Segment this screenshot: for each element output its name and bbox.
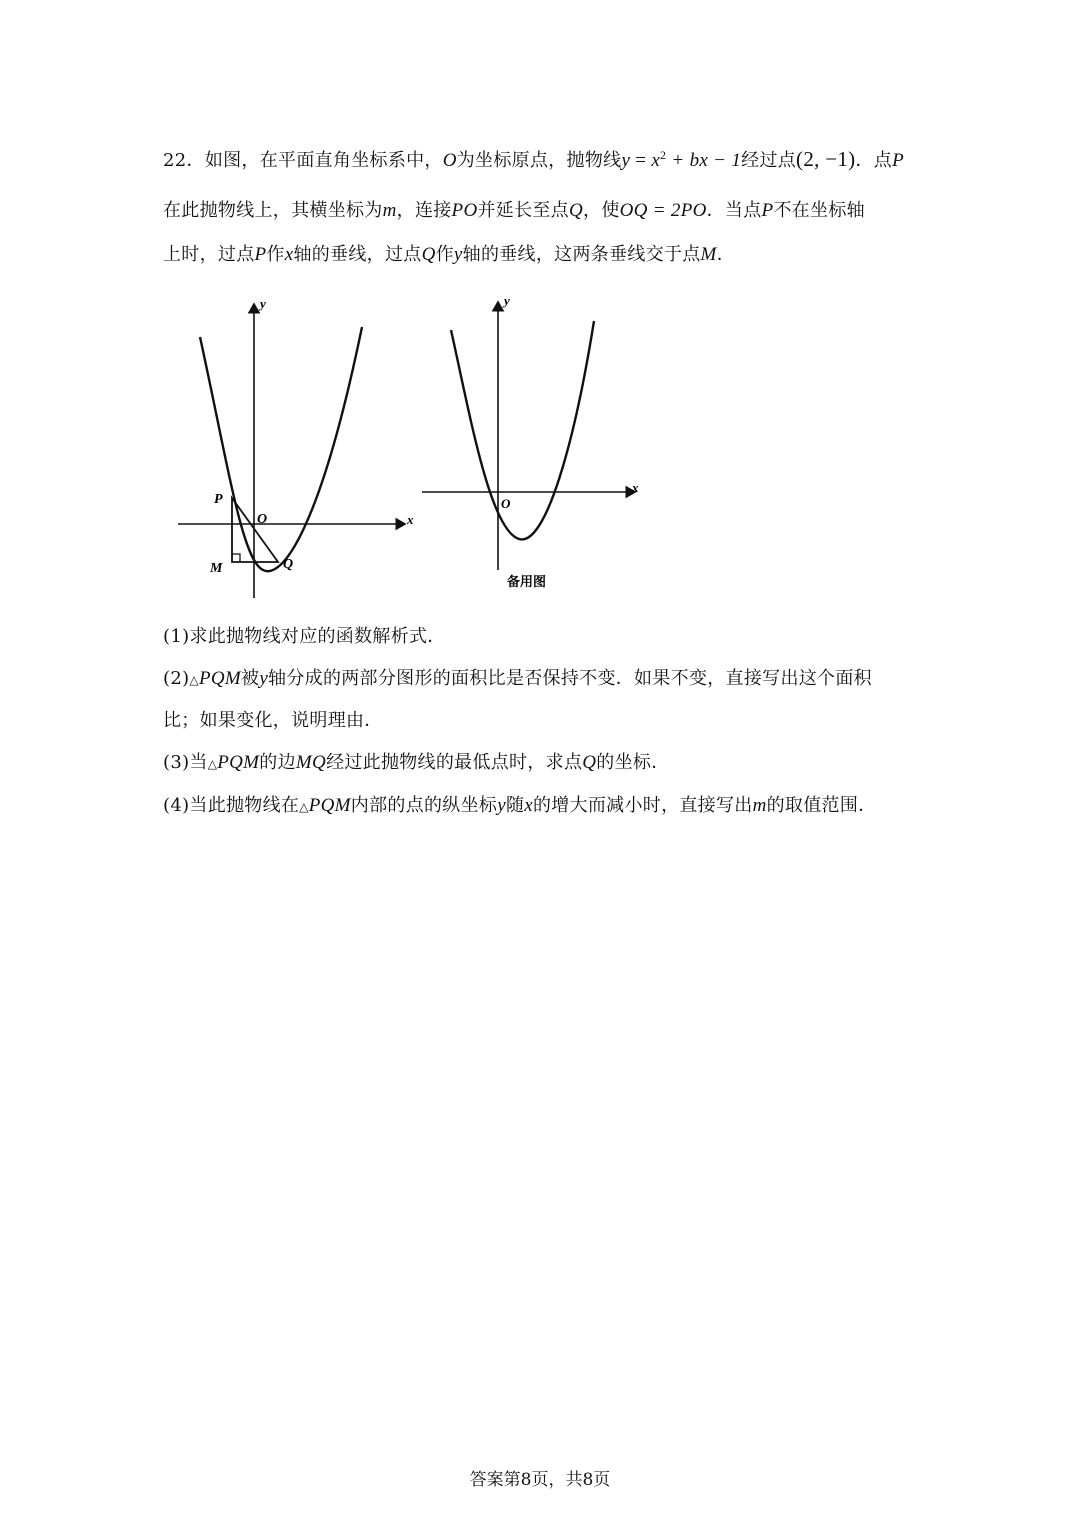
main-figure	[178, 296, 414, 598]
parabola-curve	[200, 327, 362, 571]
problem-line-3: 上时，过点P作x轴的垂线，过点Q作y轴的垂线，这两条垂线交于点M．	[163, 244, 735, 265]
spare-parabola-curve	[451, 321, 594, 539]
problem-line-1: 22．如图，在平面直角坐标系中，O为坐标原点，抛物线$y = x^2$ + bx − 1经过点(2, −1)．点P	[163, 147, 904, 171]
question-3: (3)当△PQM的边MQ经过此抛物线的最低点时，求点Q的坐标．	[163, 752, 670, 773]
spare-figure	[422, 293, 639, 589]
triangle-pqm	[232, 498, 278, 562]
spare-label-x: x	[632, 480, 639, 495]
problem-line-2: 在此抛物线上，其横坐标为m，连接PO并延长至点Q，使OQ = 2PO．当点P不在坐标轴	[163, 200, 865, 221]
question-1: (1)求此抛物线对应的函数解析式．	[163, 626, 446, 647]
page-footer: 答案第8页，共8页	[469, 1470, 611, 1490]
question-4: (4)当此抛物线在△PQM内部的点的纵坐标y随x的增大而减小时，直接写出m的取值范围．	[163, 795, 877, 816]
label-x: x	[407, 512, 414, 527]
right-angle-mark	[232, 554, 240, 562]
label-p: P	[214, 492, 223, 507]
question-2: (2)△PQM被y轴分成的两部分图形的面积比是否保持不变．如果不变，直接写出这个面积	[163, 668, 872, 689]
label-o: O	[257, 512, 268, 527]
label-y: y	[260, 296, 266, 311]
point-coordinate: (2, −1)	[796, 147, 856, 171]
label-q: Q	[283, 557, 294, 572]
spare-label-y: y	[504, 293, 510, 308]
question-2-cont: 比；如果变化，说明理由．	[163, 710, 383, 731]
label-m: M	[210, 561, 223, 576]
parabola-figures	[170, 290, 660, 602]
problem-number: 22	[163, 150, 187, 171]
spare-label-o: O	[501, 496, 511, 511]
spare-caption: 备用图	[507, 574, 547, 589]
